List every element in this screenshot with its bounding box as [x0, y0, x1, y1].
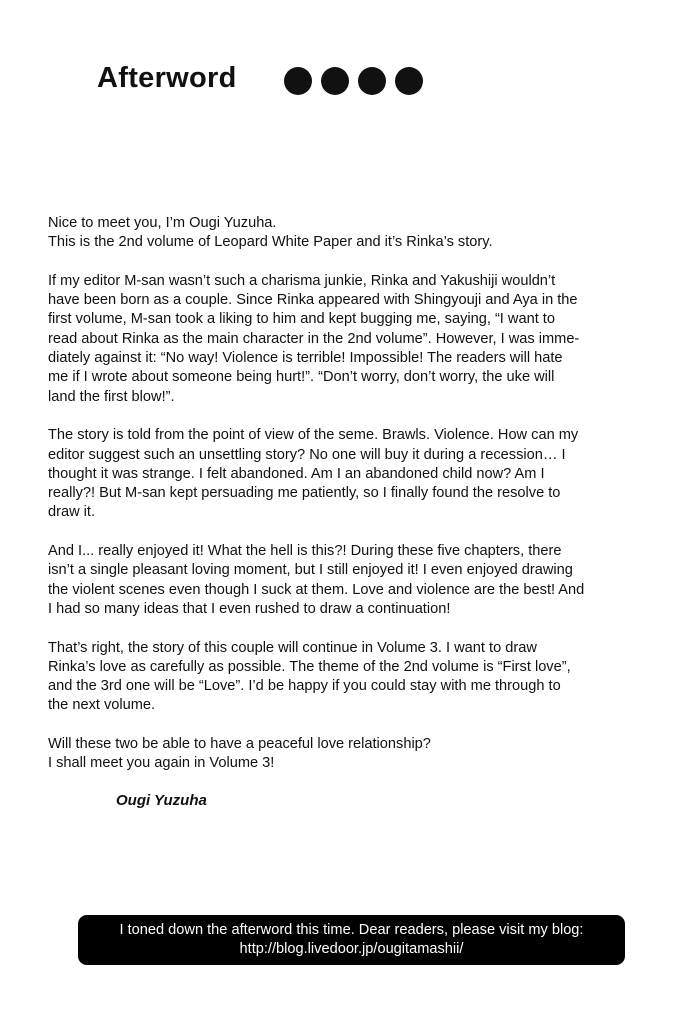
text-line: the next volume.: [48, 697, 156, 714]
text-line: And I... really enjoyed it! What the hell is this?! During these five chapters, there: [48, 543, 562, 560]
decorative-dots: [284, 67, 423, 95]
page-title: Afterword: [97, 62, 237, 94]
paragraph: [48, 272, 688, 407]
text-line: The story is told from the point of view of the seme. Brawls. Violence. How can my: [48, 427, 579, 444]
text-line: If my editor M-san wasn’t such a charisma junkie, Rinka and Yakushiji wouldn’t: [48, 272, 556, 289]
blog-link[interactable]: http://blog.livedoor.jp/ougitamashii/: [239, 941, 464, 957]
text-line: isn’t a single pleasant loving moment, but I still enjoyed it! I even enjoyed drawing: [48, 562, 573, 579]
text-line: and the 3rd one will be “Love”. I’d be happy if you could stay with me through to: [48, 678, 561, 695]
text-line: have been born as a couple. Since Rinka appeared with Shingyouji and Aya in the: [48, 292, 578, 309]
note-text: I toned down the afterword this time. Dear readers, please visit my blog:: [119, 922, 584, 938]
paragraph: [48, 735, 688, 774]
text-line: That’s right, the story of this couple will continue in Volume 3. I want to draw: [48, 639, 537, 656]
author-signature: Ougi Yuzuha: [116, 792, 207, 809]
text-line: thought it was strange. I felt abandoned. Am I an abandoned child now? Am I: [48, 465, 545, 482]
circle-icon: [395, 67, 423, 95]
circle-icon: [358, 67, 386, 95]
text-line: the violent scenes even though I suck at them. Love and violence are the best! And: [48, 581, 585, 598]
blog-note-box: [78, 915, 625, 965]
paragraph: [48, 426, 688, 522]
paragraph: [48, 639, 688, 716]
text-line: me if I wrote about someone being hurt!”. “Don’t worry, don’t worry, the uke will: [48, 369, 555, 386]
text-line: Rinka’s love as carefully as possible. The theme of the 2nd volume is “First love”,: [48, 658, 571, 675]
text-line: first volume, M-san took a liking to him and kept bugging me, saying, “I want to: [48, 311, 555, 328]
text-line: Will these two be able to have a peaceful love relationship?: [48, 736, 431, 753]
paragraph: [48, 214, 688, 253]
afterword-body: [48, 214, 688, 793]
text-line: really?! But M-san kept persuading me patiently, so I finally found the resolve to: [48, 485, 561, 502]
text-line: diately against it: “No way! Violence is terrible! Impossible! The readers will hate: [48, 350, 563, 367]
text-line: I shall meet you again in Volume 3!: [48, 755, 275, 772]
text-line: editor suggest such an unsettling story? No one will buy it during a recession… I: [48, 446, 566, 463]
paragraph: [48, 542, 688, 619]
text-line: Nice to meet you, I’m Ougi Yuzuha.: [48, 215, 277, 231]
text-line: This is the 2nd volume of Leopard White Paper and it’s Rinka’s story.: [48, 234, 493, 251]
text-line: I had so many ideas that I even rushed to draw a continuation!: [48, 600, 451, 617]
text-line: land the first blow!”.: [48, 388, 175, 405]
text-line: draw it.: [48, 504, 96, 521]
circle-icon: [284, 67, 312, 95]
circle-icon: [321, 67, 349, 95]
text-line: read about Rinka as the main character in the 2nd volume”. However, I was imme-: [48, 330, 580, 347]
